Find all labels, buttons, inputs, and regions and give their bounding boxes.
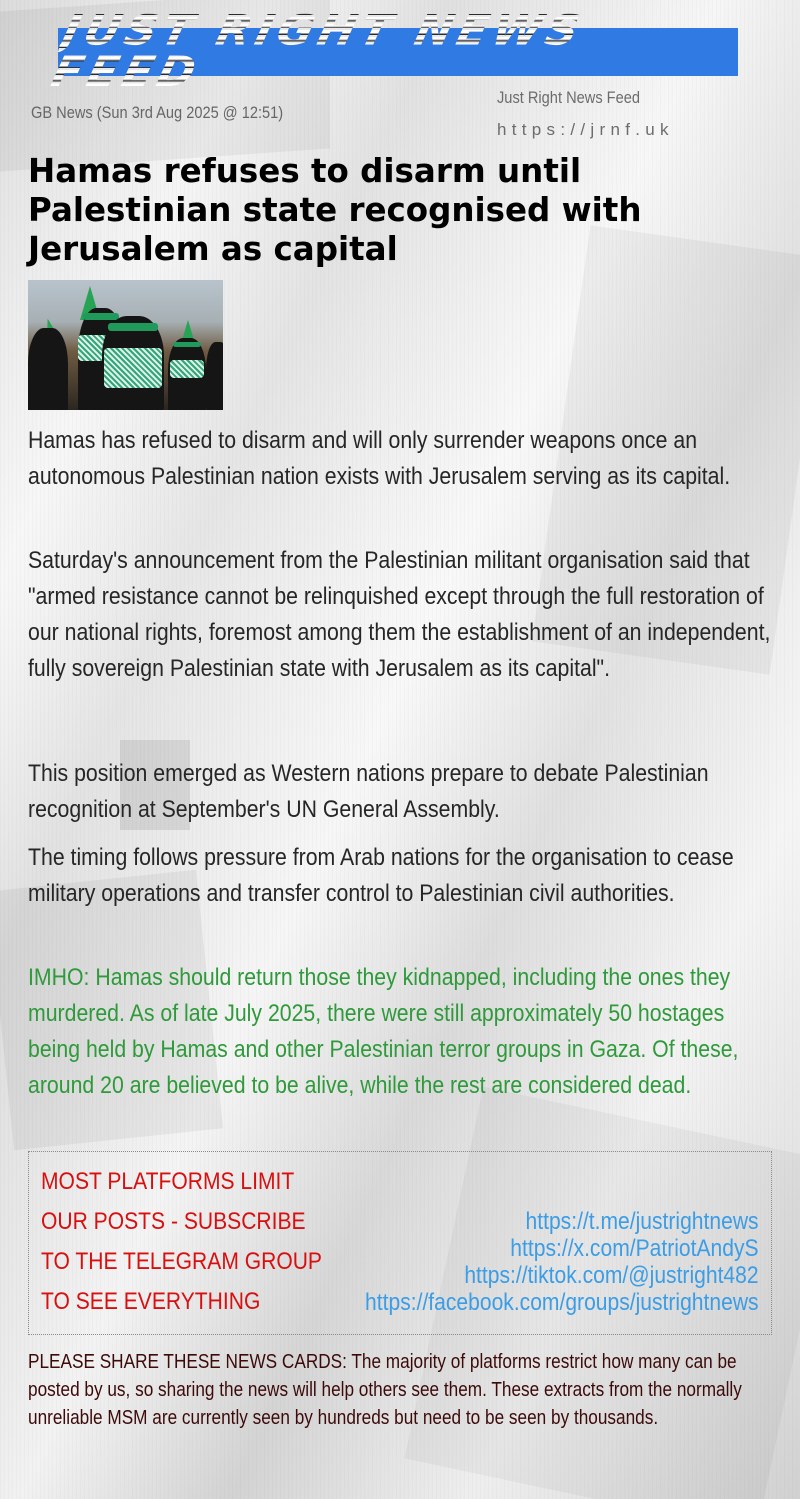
- article-paragraph: This position emerged as Western nations prepare to debate Palestinian recognition at September's UN General Assembly.: [28, 760, 709, 823]
- site-logo-title: JUST RIGHT NEWS FEED: [48, 10, 749, 94]
- social-links: [301, 1208, 759, 1316]
- subscribe-panel: [28, 1151, 772, 1335]
- share-appeal-footer: PLEASE SHARE THESE NEWS CARDS: The majority of platforms restrict how many can be posted by us, so sharing the news will help others see them. These extracts from the normally unreliable MSM are currently seen by hundreds but need to be seen by thousands.: [28, 1351, 742, 1429]
- article-photo: [28, 280, 223, 410]
- subscribe-notice-line: TO SEE EVERYTHING: [41, 1288, 261, 1315]
- tiktok-link[interactable]: https://tiktok.com/@justright482: [464, 1262, 759, 1289]
- subscribe-notice-line: MOST PLATFORMS LIMIT: [41, 1168, 295, 1195]
- brand-url-link[interactable]: https://jrnf.uk: [497, 120, 674, 139]
- brand-name: Just Right News Feed: [497, 88, 641, 107]
- x-link[interactable]: https://x.com/PatriotAndyS: [510, 1235, 759, 1262]
- article-paragraph: Saturday's announcement from the Palestinian militant organisation said that "armed resistance cannot be relinquished except through the full restoration of our national rights, foremost among them the establishment of an independent, fully sovereign Palestinian state with Jerusalem as its capital".: [28, 547, 771, 682]
- editorial-opinion: IMHO: Hamas should return those they kidnapped, including the ones they murdered. As of late July 2025, there were still approximately 50 hostages being held by Hamas and other Palestinian terror groups in Gaza. Of these, around 20 are believed to be alive, while the rest are considered dead.: [28, 964, 739, 1099]
- subscribe-notice-line: OUR POSTS - SUBSCRIBE: [41, 1208, 306, 1235]
- article-headline: Hamas refuses to disarm until Palestinian state recognised with Jerusalem as capital: [28, 152, 642, 268]
- article-source-timestamp: GB News (Sun 3rd Aug 2025 @ 12:51): [31, 103, 284, 122]
- site-banner: [46, 6, 738, 97]
- article-paragraph: The timing follows pressure from Arab nations for the organisation to cease military operations and transfer control to Palestinian civil authorities.: [28, 844, 734, 907]
- facebook-link[interactable]: https://facebook.com/groups/justrightnews: [365, 1289, 759, 1316]
- subscribe-notice-line: TO THE TELEGRAM GROUP: [41, 1248, 322, 1275]
- article-paragraph: Hamas has refused to disarm and will only surrender weapons once an autonomous Palestinian nation exists with Jerusalem serving as its capital.: [28, 427, 731, 490]
- telegram-link[interactable]: https://t.me/justrightnews: [525, 1208, 759, 1235]
